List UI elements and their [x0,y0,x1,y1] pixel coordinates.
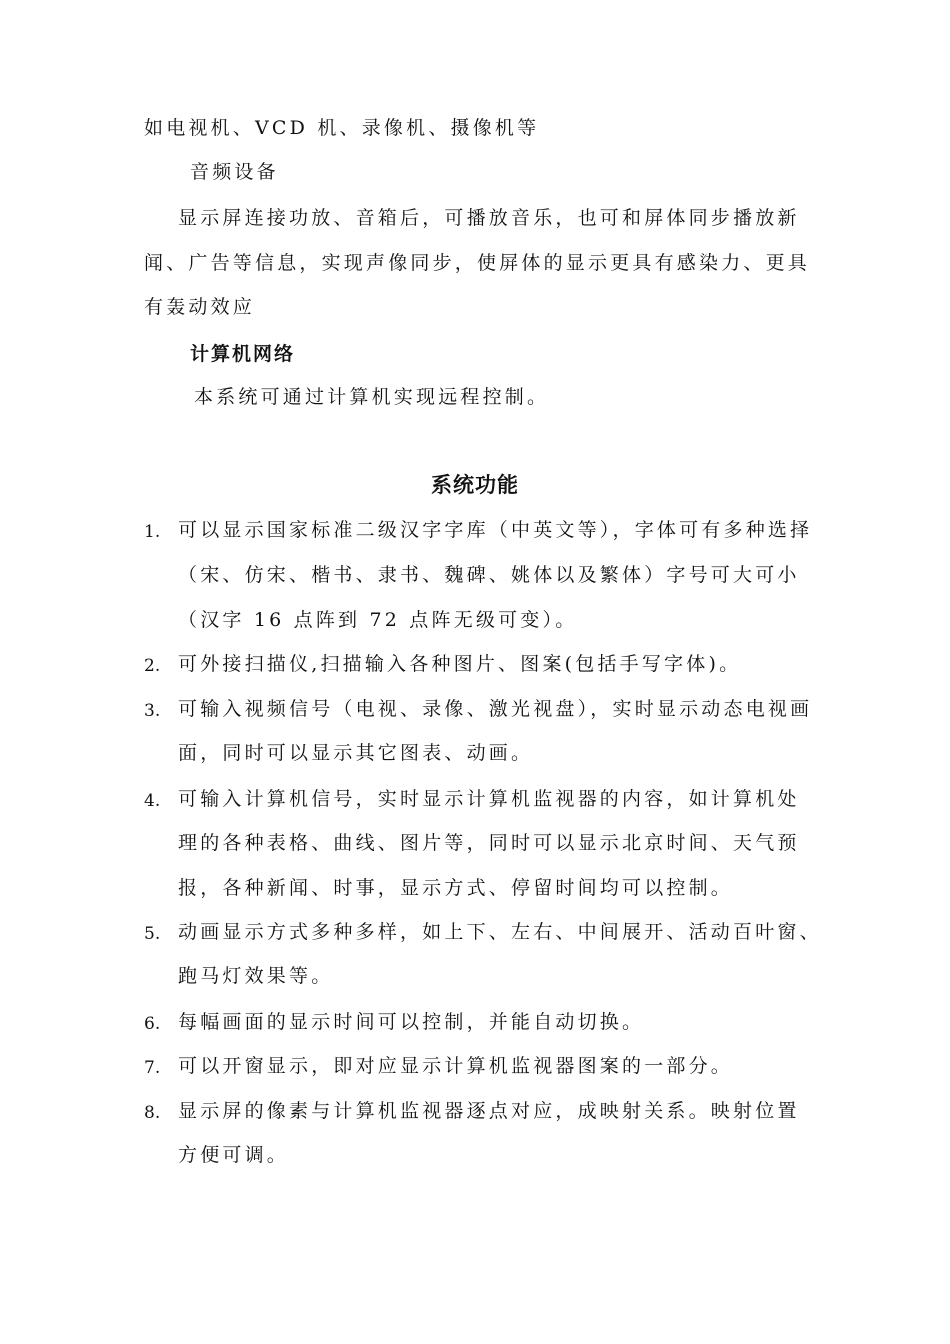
list-item-text: 报，各种新闻、时事，显示方式、停留时间均可以控制。 [178,877,734,899]
list-item-text: 可以显示国家标准二级汉字字库（中英文等），字体可有多种选择 [178,519,813,541]
computer-network-heading: 计算机网络 [190,343,296,365]
list-item-number: 1. [144,522,161,542]
audio-paragraph-line: 有轰动效应 [144,296,256,318]
list-item-text: 理的各种表格、曲线、图片等，同时可以显示北京时间、天气预 [178,832,800,854]
list-item-text: （宋、仿宋、楷书、隶书、魏碑、姚体以及繁体）字号可大可小 [178,564,800,586]
list-item-text: （汉字 16 点阵到 72 点阵无级可变）。 [178,609,578,631]
list-item-text: 可外接扫描仪,扫描输入各种图片、图案(包括手写字体)。 [178,653,742,675]
list-item-number: 6. [144,1014,161,1034]
list-item-text: 可以开窗显示，即对应显示计算机监视器图案的一部分。 [178,1055,734,1077]
audio-equipment-heading: 音频设备 [190,161,279,183]
list-item-text: 面，同时可以显示其它图表、动画。 [178,742,534,764]
list-item-number: 4. [144,791,161,811]
system-functions-title: 系统功能 [431,473,519,497]
list-item-number: 5. [144,924,161,944]
audio-paragraph-line: 显示屏连接功放、音箱后，可播放音乐，也可和屏体同步播放新 [178,207,800,229]
list-item-text: 每幅画面的显示时间可以控制，并能自动切换。 [178,1011,645,1033]
list-item-text: 跑马灯效果等。 [178,965,334,987]
list-item-text: 显示屏的像素与计算机监视器逐点对应，成映射关系。映射位置 [178,1100,800,1122]
list-item-number: 3. [144,701,161,721]
list-item-text: 可输入计算机信号，实时显示计算机监视器的内容，如计算机处 [178,788,800,810]
audio-paragraph-line: 闻、广告等信息，实现声像同步，使屏体的显示更具有感染力、更具 [144,252,811,274]
list-item-number: 8. [144,1103,161,1123]
list-item-text: 可输入视频信号（电视、录像、激光视盘），实时显示动态电视画 [178,698,813,720]
list-item-text: 动画显示方式多种多样，如上下、左右、中间展开、活动百叶窗、 [178,921,822,943]
list-item-text: 方便可调。 [178,1144,290,1166]
computer-network-text: 本系统可通过计算机实现远程控制。 [194,386,550,408]
list-item-number: 7. [144,1058,161,1078]
intro-line-video-devices: 如电视机、VCD 机、录像机、摄像机等 [144,117,540,139]
list-item-number: 2. [144,656,161,676]
